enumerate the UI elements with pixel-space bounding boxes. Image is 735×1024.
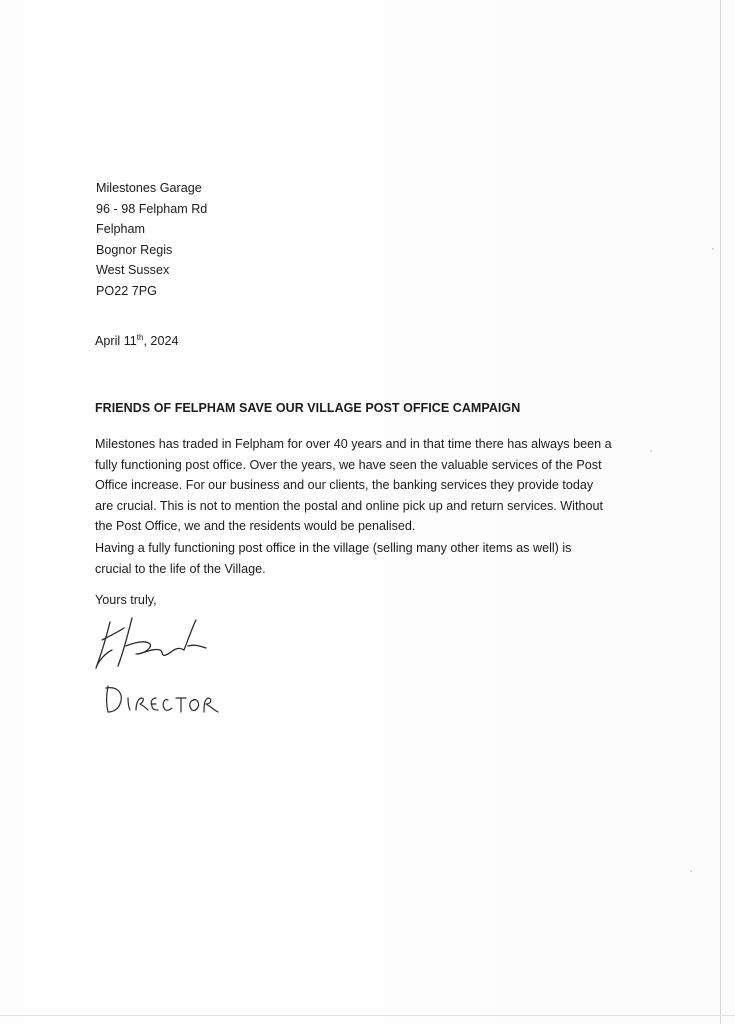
handwritten-signature (88, 610, 228, 680)
paragraph-line: Office increase. For our business and our clients, the banking services they provide today (95, 478, 594, 493)
address-line: West Sussex (96, 263, 170, 278)
page-edge-right (720, 0, 721, 1024)
scan-speck (690, 870, 692, 872)
handwritten-title-director (100, 680, 220, 720)
paragraph-line: the Post Office, we and the residents would be penalised. (95, 519, 416, 534)
address-line: Milestones Garage (96, 181, 202, 195)
address-line: Bognor Regis (96, 242, 173, 257)
paragraph-line: fully functioning post office. Over the years, we have seen the valuable services of the Post (95, 457, 602, 472)
date-month-day: April 11 (95, 334, 137, 348)
letter-date (95, 331, 178, 352)
paragraph-line: Having a fully functioning post office in the village (selling many other items as well) is (95, 541, 572, 555)
paragraph-line: crucial to the life of the Village. (95, 561, 266, 576)
date-ordinal-suffix: th (136, 333, 144, 342)
body-paragraph-2 (95, 538, 655, 579)
letter-heading: FRIENDS OF FELPHAM SAVE OUR VILLAGE POST OFFICE CAMPAIGN (95, 401, 521, 415)
page-edge-bottom (0, 1015, 735, 1016)
address-line: 96 - 98 Felpham Rd (96, 201, 208, 216)
scan-speck (712, 248, 714, 250)
paragraph-line: are crucial. This is not to mention the postal and online pick up and return services. Without (95, 498, 603, 513)
scan-speck (650, 450, 652, 452)
date-year: , 2024 (143, 334, 179, 348)
closing-salutation: Yours truly, (95, 593, 157, 607)
paragraph-line: Milestones has traded in Felpham for over 40 years and in that time there has always been a (95, 437, 612, 451)
body-paragraph-1 (95, 434, 655, 537)
sender-address (96, 178, 207, 302)
address-line: Felpham (96, 222, 145, 237)
address-line: PO22 7PG (96, 283, 157, 298)
